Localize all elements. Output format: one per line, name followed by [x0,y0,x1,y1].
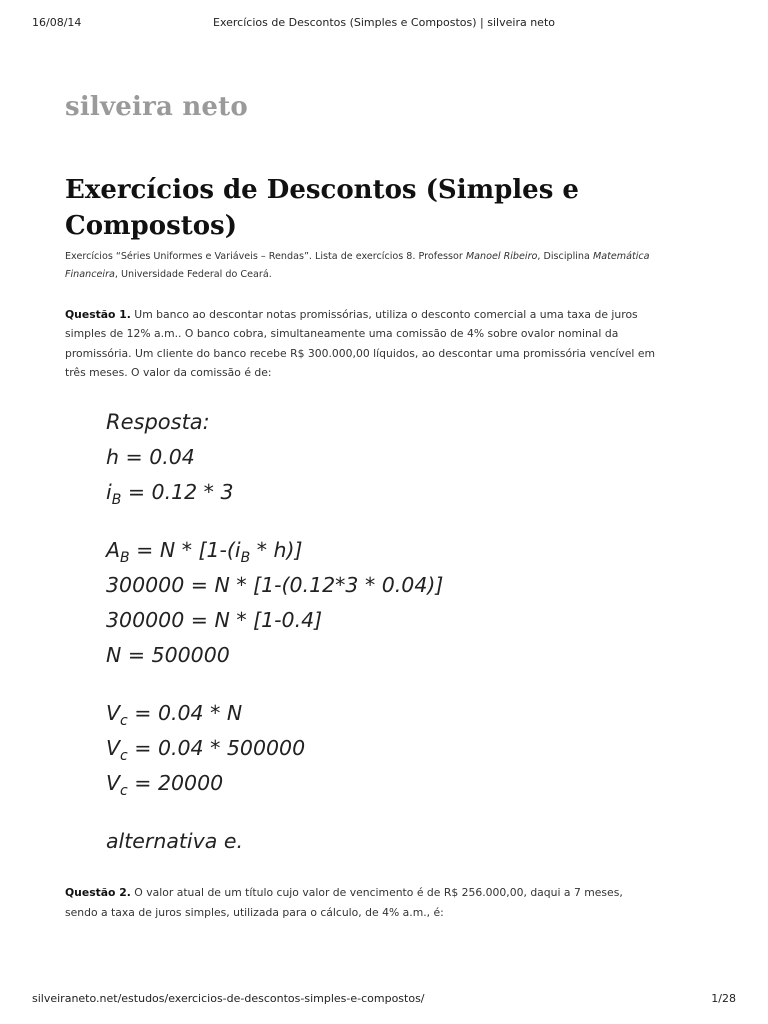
page-number: 1/28 [711,992,736,1005]
var-a: A [106,538,121,562]
print-document-title: Exercícios de Descontos (Simples e Compostos) | silveira neto [213,16,555,29]
subscript-b: B [240,550,251,566]
subscript-c: c [120,748,128,764]
expr: = 0.04 * N [127,701,243,725]
answer-vc2 [106,731,666,766]
var-v: V [106,736,121,760]
intro-text: Exercícios “Séries Uniformes e Variáveis – Rendas”. Lista de exercícios 8. Professor [65,251,466,262]
expr: = 0.04 * 500000 [127,736,306,760]
answer-heading: Resposta: [106,410,210,434]
expr: * h)] [250,538,303,562]
question-2-label: Questão 2. [65,886,131,899]
expr: = 20000 [127,771,224,795]
intro-text-between: , Disciplina [537,251,593,262]
answer-h-line: h = 0.04 [106,445,195,469]
answer-block [106,405,666,859]
professor-name: Manoel Ribeiro [465,251,538,262]
answer-ab-line [106,533,666,568]
question-1-label: Questão 1. [65,308,131,321]
site-title[interactable]: silveira neto [65,92,248,122]
discipline-name: Matemática Financeira [65,251,650,280]
answer-vc3 [106,766,666,801]
answer-conclusion: alternativa e. [106,829,243,853]
answer-ib-line [106,475,666,510]
print-header [32,16,736,32]
subscript-b: B [120,550,130,566]
question-1 [65,305,655,382]
question-2 [65,883,655,923]
question-2-text: O valor atual de um título cujo valor de vencimento é de R$ 256.000,00, daqui a 7 meses, sendo a taxa de juros simples, utilizada para o cálculo, de 4% a.m., é: [65,886,623,919]
subscript-c: c [120,783,128,799]
print-url[interactable]: silveiraneto.net/estudos/exercicios-de-descontos-simples-e-compostos/ [32,992,425,1005]
subscript-c: c [120,713,128,729]
answer-eq3: 300000 = N * [1-0.4] [106,608,323,632]
var-v: V [106,771,121,795]
question-1-text: Um banco ao descontar notas promissórias, utiliza o desconto comercial a uma taxa de juros simples de 12% a.m.. O banco cobra, simultaneamente uma comissão de 4% sobre ovalor nominal da promissória. Um cliente do banco recebe R$ 300.000,00 líquidos, ao descontar uma promissória vencível em três meses. O valor da comissão é de: [65,308,656,379]
expr: = 0.12 * 3 [121,480,234,504]
print-date: 16/08/14 [32,16,82,29]
var-i: i [106,480,112,504]
answer-eq2: 300000 = N * [1-(0.12*3 * 0.04)] [106,573,444,597]
answer-eq4: N = 500000 [106,643,230,667]
answer-vc1 [106,696,666,731]
post-title: Exercícios de Descontos (Simples e Compostos) [65,175,579,241]
subscript-b: B [111,492,122,508]
intro-text-end: , Universidade Federal do Ceará. [114,269,272,280]
print-footer [32,992,736,1008]
expr: = N * [1-(i [129,538,241,562]
var-v: V [106,701,121,725]
post-intro [65,248,655,284]
